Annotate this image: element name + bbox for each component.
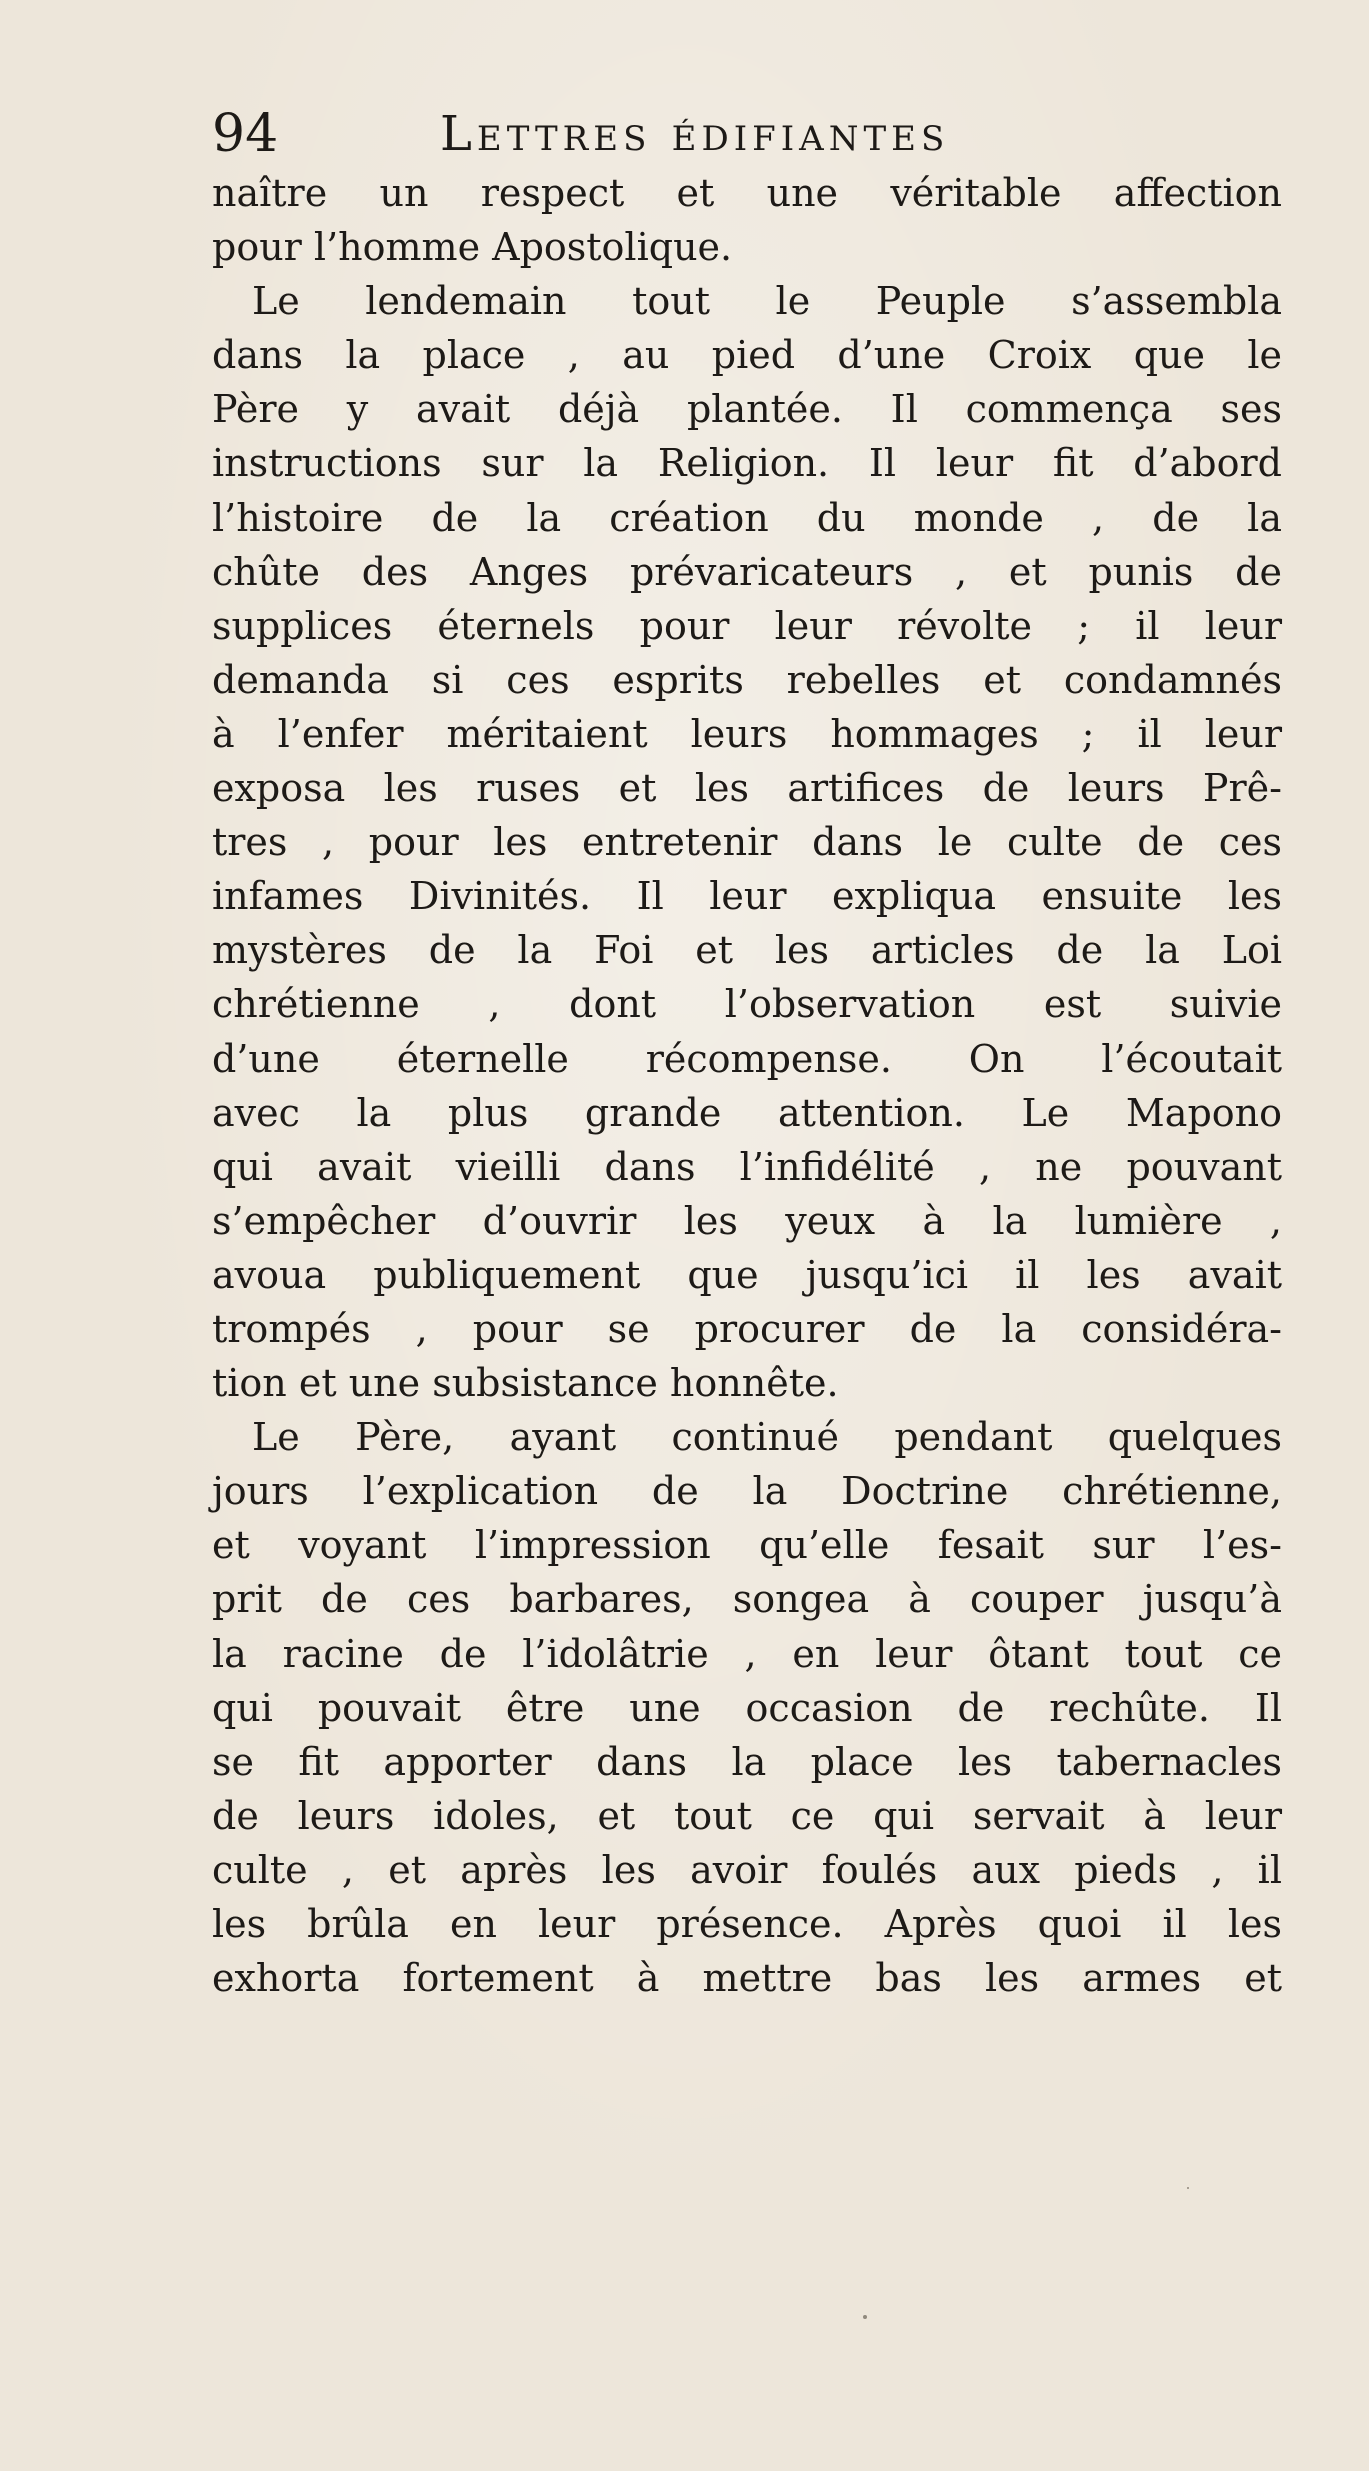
paragraph-start-line: Le lendemain tout le Peuple s’assembla	[252, 279, 1282, 324]
text-line: dans la place , au pied d’une Croix que le	[212, 333, 1282, 378]
text-line: et voyant l’impression qu’elle fesait sur l’es-	[212, 1523, 1282, 1568]
text-line: tion et une subsistance honnête.	[212, 1361, 839, 1406]
text-line: Père y avait déjà plantée. Il commença ses	[212, 387, 1282, 432]
text-line: tres , pour les entretenir dans le culte de ces	[212, 820, 1282, 865]
text-line: demanda si ces esprits rebelles et condamnés	[212, 657, 1282, 702]
text-line: prit de ces barbares, songea à couper jusqu’à	[212, 1577, 1282, 1622]
text-line: à l’enfer méritaient leurs hommages ; il leur	[212, 711, 1282, 756]
text-line: exhorta fortement à mettre bas les armes et	[212, 1956, 1282, 2001]
text-line: culte , et après les avoir foulés aux pieds , il	[212, 1847, 1282, 1892]
running-title: Lettres édifiantes	[440, 106, 950, 162]
text-line: la racine de l’idolâtrie , en leur ôtant tout ce	[212, 1631, 1282, 1676]
text-line: jours l’explication de la Doctrine chrétienne,	[212, 1469, 1282, 1514]
text-line: infames Divinités. Il leur expliqua ensuite les	[212, 874, 1282, 919]
text-line: naître un respect et une véritable affection	[212, 171, 1282, 215]
text-line: supplices éternels pour leur révolte ; il leur	[212, 603, 1282, 648]
page-header	[212, 104, 1112, 164]
text-line: trompés , pour se procurer de la considéra-	[212, 1306, 1282, 1351]
page-number: 94	[212, 104, 279, 164]
body-text	[212, 166, 1282, 2005]
text-line: les brûla en leur présence. Après quoi il les	[212, 1902, 1282, 1946]
paper-speck	[1187, 2187, 1189, 2189]
paragraph-start-line: Le Père, ayant continué pendant quelques	[252, 1415, 1282, 1460]
text-line: d’une éternelle récompense. On l’écoutait	[212, 1036, 1282, 1081]
text-line: de leurs idoles, et tout ce qui servait à leur	[212, 1793, 1282, 1838]
text-line: chrétienne , dont l’observation est suivie	[212, 982, 1282, 1027]
text-line: mystères de la Foi et les articles de la Loi	[212, 928, 1282, 973]
text-line: l’histoire de la création du monde , de la	[212, 495, 1282, 540]
text-line: qui pouvait être une occasion de rechûte. Il	[212, 1685, 1282, 1730]
paper-speck	[863, 2315, 867, 2319]
text-line: qui avait vieilli dans l’infidélité , ne pouvant	[212, 1144, 1282, 1189]
text-line: chûte des Anges prévaricateurs , et punis de	[212, 549, 1282, 594]
text-line: instructions sur la Religion. Il leur fit d’abord	[212, 441, 1282, 486]
text-line: s’empêcher d’ouvrir les yeux à la lumière ,	[212, 1198, 1282, 1243]
text-line: exposa les ruses et les artifices de leurs Prê-	[212, 766, 1282, 811]
text-line: avoua publiquement que jusqu’ici il les avait	[212, 1252, 1282, 1297]
text-line: pour l’homme Apostolique.	[212, 225, 733, 270]
text-line: avec la plus grande attention. Le Mapono	[212, 1090, 1282, 1135]
text-line: se fit apporter dans la place les tabernacles	[212, 1739, 1282, 1784]
